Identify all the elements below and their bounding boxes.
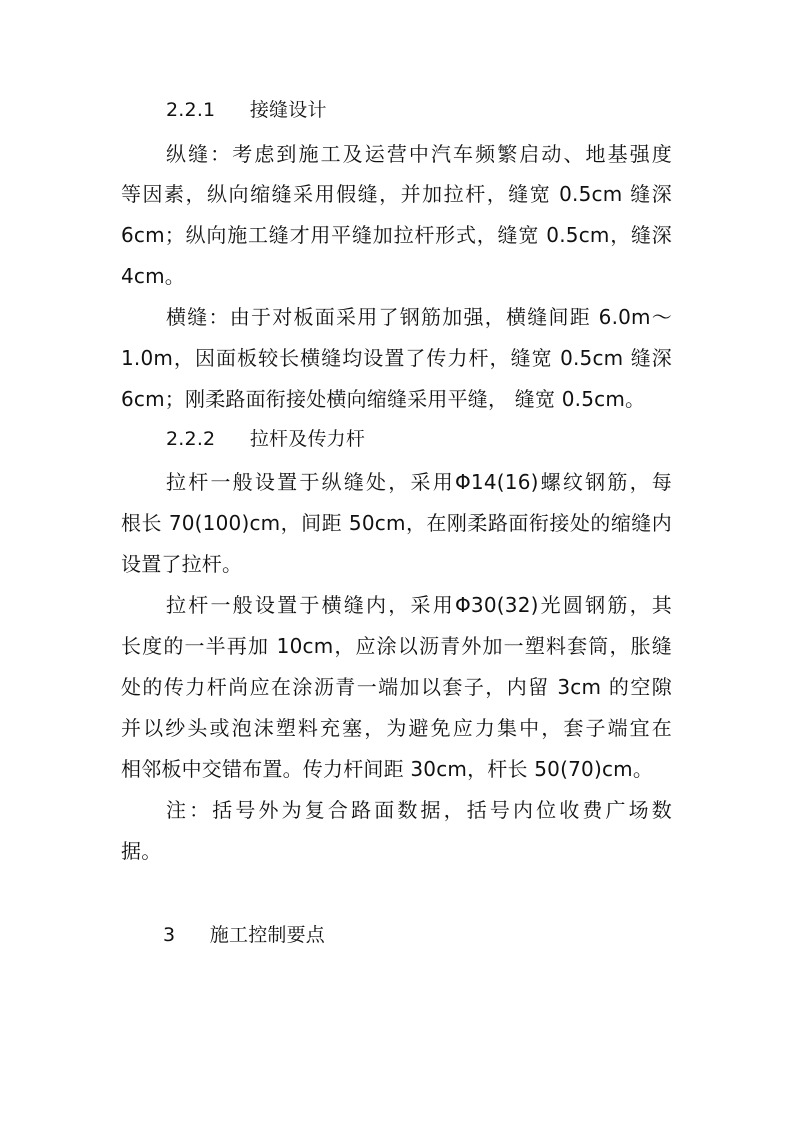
paragraph-dowel-bar-line-2: 长度的一半再加 10cm，应涂以沥青外加一塑料套筒，胀缝 [121,634,672,658]
paragraph-longitudinal-line-2: 等因素，纵向缩缝采用假缝，并加拉杆，缝宽 0.5cm 缝深 [121,182,672,206]
note-line-2: 据。 [121,839,162,863]
section-title: 施工控制要点 [209,924,325,946]
paragraph-dowel-bar-line-5: 相邻板中交错布置。传力杆间距 30cm，杆长 50(70)cm。 [121,757,654,781]
section-heading-2-2-1 [166,97,327,123]
paragraph-longitudinal-line-4: 4cm。 [121,264,186,288]
section-number: 2.2.2 [166,428,216,450]
paragraph-transverse-line-1: 横缝：由于对板面采用了钢筋加强，横缝间距 6.0m～ [166,305,672,329]
paragraph-dowel-bar-line-1: 拉杆一般设置于横缝内，采用Φ30(32)光圆钢筋，其 [166,593,672,617]
paragraph-transverse-line-3: 6cm；刚柔路面衔接处横向缩缝采用平缝， 缝宽 0.5cm。 [121,387,646,411]
paragraph-tie-bar-line-1: 拉杆一般设置于纵缝处，采用Φ14(16)螺纹钢筋，每 [166,470,672,494]
section-number: 2.2.1 [166,99,216,121]
paragraph-longitudinal-line-3: 6cm；纵向施工缝才用平缝加拉杆形式，缝宽 0.5cm，缝深 [121,223,672,247]
section-heading-3 [163,922,325,948]
note-line-1: 注：括号外为复合路面数据，括号内位收费广场数 [166,798,672,822]
section-title: 接缝设计 [249,99,327,121]
paragraph-dowel-bar-line-3: 处的传力杆尚应在涂沥青一端加以套子，内留 3cm 的空隙 [121,675,672,699]
section-title: 拉杆及传力杆 [249,428,366,450]
paragraph-longitudinal-line-1: 纵缝：考虑到施工及运营中汽车频繁启动、地基强度 [166,142,672,166]
paragraph-dowel-bar-line-4: 并以纱头或泡沫塑料充塞，为避免应力集中，套子端宜在 [121,716,672,740]
section-heading-2-2-2 [166,426,365,452]
paragraph-tie-bar-line-2: 根长 70(100)cm，间距 50cm，在刚柔路面衔接处的缩缝内 [121,511,672,535]
paragraph-transverse-line-2: 1.0m，因面板较长横缝均设置了传力杆，缝宽 0.5cm 缝深 [121,346,672,370]
section-number: 3 [163,924,176,946]
paragraph-tie-bar-line-3: 设置了拉杆。 [121,552,243,576]
